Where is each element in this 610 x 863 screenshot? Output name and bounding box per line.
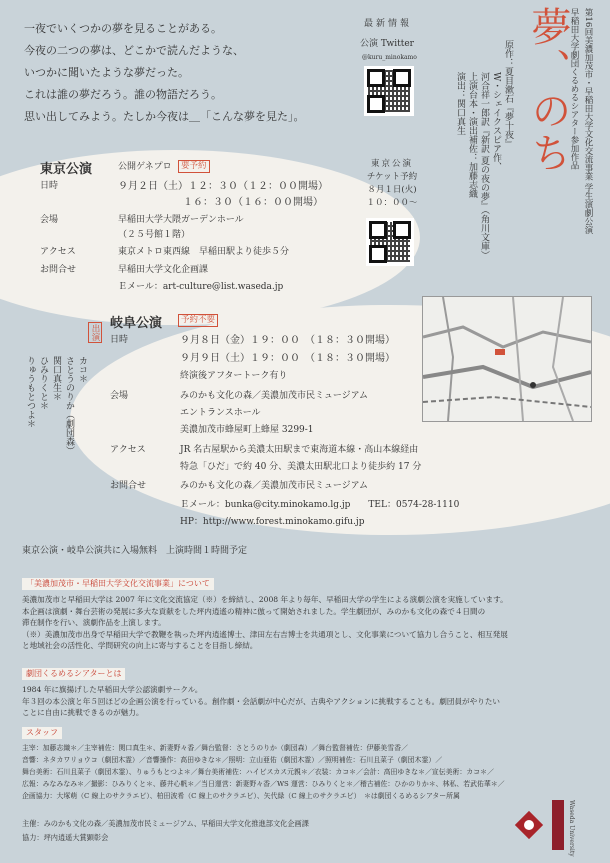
- tokyo-venue-label: 会場: [40, 215, 59, 225]
- gifu-date-3: 終演後アフタートーク有り: [180, 371, 288, 381]
- gifu-venue-label: 会場: [110, 391, 129, 401]
- kurumeru-logo: [512, 808, 546, 842]
- about-title: 「美濃加茂市・早稲田大学文化交流事業」について: [22, 578, 214, 590]
- tokyo-reservation-tag: 要予約: [178, 160, 210, 173]
- footer-cooperation: 協力：坪内逍遥大賞顕彰会: [22, 833, 109, 842]
- gifu-venue-3: 美濃加茂市蜂屋町上蜂屋 3299-1: [180, 425, 314, 435]
- tokyo-contact: 早稲田大学文化企画課: [118, 265, 209, 275]
- twitter-qr-code[interactable]: [364, 66, 414, 116]
- ticket-info: [360, 158, 424, 210]
- gifu-reservation-tag: 予約不要: [178, 314, 218, 327]
- gifu-email[interactable]: Ｅメール：bunka@city.minokamo.lg.jp TEL：0574-28-1110: [180, 500, 460, 510]
- tokyo-email[interactable]: Ｅメール：art-culture@list.waseda.jp: [118, 282, 284, 292]
- gifu-access-2: 特急「ひだ」で約 40 分、美濃太田駅北口より徒歩約 17 分: [180, 462, 422, 472]
- intro-text: [24, 18, 305, 128]
- twitter-handle[interactable]: @kuru_minokamo: [362, 54, 417, 61]
- tokyo-title: 東京公演: [40, 162, 93, 177]
- credit-original-3: 河合祥一郎訳『新訳 夏の夜の夢』（角川文庫）: [479, 72, 489, 260]
- series-line: 第16回美濃加茂市・早稲田大学文化交流事業 学生演劇公演: [583, 8, 593, 235]
- free-admission-note: 東京公演・岐阜公演共に入場無料 上演時間１時間予定: [22, 546, 248, 556]
- tokyo-venue-2: （２５号館１階）: [118, 230, 191, 240]
- main-title: 夢、のち: [525, 6, 571, 174]
- tokyo-genre: 公開ゲネプロ: [118, 162, 172, 172]
- about-line: （※）美濃加茂市出身で早稲田大学で教鞭を執った坪内逍遙博士、津田左右吉博士を共通項とし、文化事業について協力し合うこと、相互発展: [22, 629, 508, 639]
- about-line: 滞在制作を行い、演劇作品を上演します。: [22, 618, 166, 628]
- gifu-date-label: 日時: [110, 335, 129, 345]
- gifu-date-2: ９月９日（土）１９：００ （１８：３０開場）: [180, 353, 395, 364]
- access-map: [422, 296, 592, 422]
- intro-line: 一夜でいくつかの夢を見ることがある。: [24, 22, 222, 35]
- troupe-line: 1984 年に旗揚げした早稲田大学公認演劇サークル。: [22, 685, 203, 694]
- ticket-line-4: １０：００〜: [366, 198, 418, 208]
- gifu-date-1: ９月８日（金）１９：００ （１８：３０開場）: [180, 335, 395, 346]
- cast-member: りゅうもとつよ＊: [25, 356, 35, 428]
- ticket-line-3: ８月１日(火): [367, 185, 417, 195]
- ticket-qr-code[interactable]: [366, 218, 414, 266]
- tokyo-contact-label: お問合せ: [40, 265, 77, 275]
- tokyo-access: 東京メトロ東西線 早稲田駅より徒歩５分: [118, 247, 290, 257]
- intro-line: いつかに聞いたような夢だった。: [24, 66, 189, 79]
- info-heading: 最新情報: [364, 19, 413, 29]
- about-line: 本企画は演劇・舞台芸術の発展に多大な貢献をした坪内逍遙の精神に倣って開始されました。学生劇団が、みのかも文化の森で４日間の: [22, 606, 486, 616]
- staff-line: 企画協力：大塚萌（C 線上のサクラエビ）、柏田波希（C 線上のサクラエビ）、矢代緑（C 線上のサクラエビ） ＊は劇団くるめるシアター所属: [22, 792, 460, 800]
- credit-original-2: W・シェイクスピア作、: [491, 72, 501, 172]
- gifu-contact: みのかも文化の森／美濃加茂市民ミュージアム: [180, 481, 369, 491]
- intro-line: これは誰の夢だろう。誰の物語だろう。: [24, 88, 222, 101]
- ticket-line-1: 東京公演: [370, 159, 413, 169]
- cast-member: カコ＊: [77, 356, 87, 383]
- troupe-line: 年３回の本公演と年５回ほどの企画公演を行っている。創作劇・会話劇が中心だが、古典やアクションに挑戦することも。劇団員がやりたい: [22, 696, 501, 706]
- credit-director: 演出：関口真生: [455, 72, 465, 135]
- gifu-access-label: アクセス: [110, 445, 146, 455]
- staff-title: スタッフ: [22, 727, 62, 739]
- gifu-venue-2: エントランスホール: [180, 408, 261, 418]
- staff-line: 舞台美術：石川且菜子（劇団木霊）、りゅうもとつよ＊／舞台美術補佐：ハイビスカス元親＊／衣装：カコ＊／会計：高田ゆきな＊／宣伝美術：カコ＊／: [22, 768, 494, 776]
- twitter-label: 公演 Twitter: [360, 39, 414, 49]
- about-line: と地域社会の活性化、学問研究の向上に寄与することを目指し締結。: [22, 641, 258, 651]
- cast-member: 関口真生＊: [51, 356, 61, 401]
- gifu-contact-label: お問合せ: [110, 481, 147, 491]
- about-line: 美濃加茂市と早稲田大学は 2007 年に文化交流協定（※）を締結し、2008 年より毎年、早稲田大学の学生による演劇公演を実施しています。: [22, 595, 508, 604]
- tokyo-date-1: ９月２日（土）１２：３０（１２：００開場）: [118, 181, 328, 192]
- intro-line: 今夜の二つの夢は、どこかで読んだような、: [24, 44, 244, 57]
- tokyo-access-label: アクセス: [40, 247, 76, 257]
- staff-body: [22, 742, 505, 802]
- gifu-hp[interactable]: HP：http://www.forest.minokamo.gifu.jp: [180, 517, 365, 527]
- troupe-body: [22, 684, 592, 719]
- gifu-access-1: JR 名古屋駅から美濃太田駅まで東海道本線・高山本線経由: [180, 445, 419, 455]
- about-body: [22, 594, 592, 652]
- credit-original-1: 原作：夏目漱石『夢十夜』: [503, 40, 513, 148]
- waseda-logo-mark: [552, 800, 564, 850]
- credit-script: 上演台本・演出補佐：加藤志織: [467, 72, 477, 198]
- staff-line: 主宰：加藤志織＊／主宰補佐：関口真生＊、新妻野々香／舞台監督：さとうのりか（劇団森）／舞台監督補佐：伊藤美雪香／: [22, 744, 408, 752]
- cast-label: 出演: [90, 324, 100, 341]
- cast-member: ひみりくと＊: [38, 356, 48, 410]
- tokyo-date-label: 日時: [40, 181, 59, 191]
- waseda-logo-text: Waseda University: [568, 800, 575, 857]
- troupe-title: 劇団くるめるシアターとは: [22, 668, 125, 680]
- cast-member: さとうのりか（劇団森）: [64, 356, 74, 455]
- intro-line: 思い出してみよう。たしか今夜は＿「こんな夢を見た」。: [24, 110, 305, 123]
- tokyo-venue-1: 早稲田大学大隈ガーデンホール: [118, 215, 244, 225]
- troupe-line: ことに自由に挑戦できるのが魅力。: [22, 708, 144, 718]
- ticket-line-2: チケット予約: [366, 172, 418, 182]
- staff-line: 広報：みなみなみ＊／撮影：ひみりくと＊、藤井心帆＊／当日運営：新妻野々香／WS 運営：ひみりくと＊／稽古補佐：ひかのりか＊、林私、若武佑華＊／: [22, 780, 505, 788]
- troupe-line: 早稲田大学劇団くるめるシアター参加作品: [569, 8, 579, 170]
- tokyo-date-2: １６：３０（１６：００開場）: [183, 197, 323, 208]
- gifu-venue-1: みのかも文化の森／美濃加茂市民ミュージアム: [180, 391, 369, 401]
- gifu-title: 岐阜公演: [110, 316, 163, 331]
- footer-organizer: 主催：みのかも文化の森／美濃加茂市民ミュージアム、早稲田大学文化推進部文化企画課: [22, 819, 309, 828]
- staff-line: 音響：ネタカワリョウコ（劇団木霊）／音響操作：高田ゆきな＊／照明：立山亜佑（劇団木霊）／照明補佐：石川且菜子（劇団木霊）／: [22, 756, 443, 764]
